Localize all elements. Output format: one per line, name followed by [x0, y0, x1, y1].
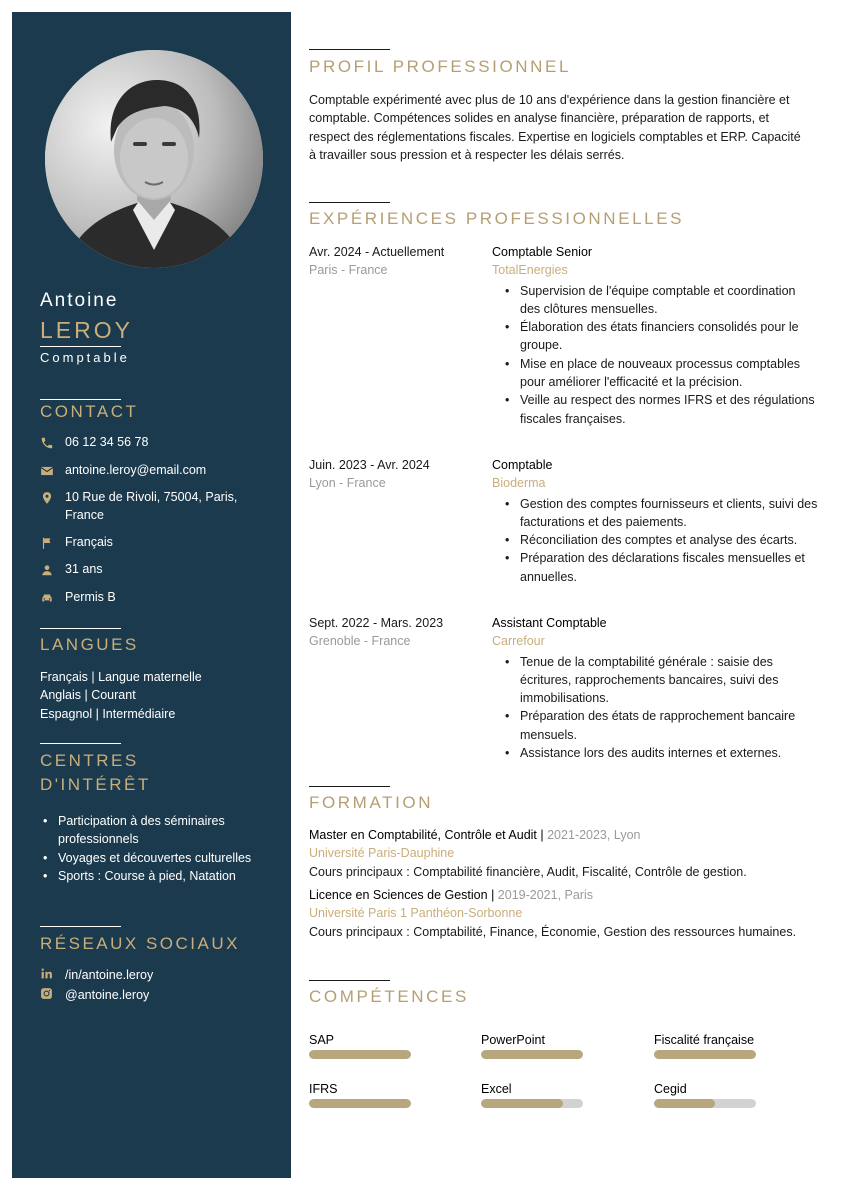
- experience-bullet: • Gestion des comptes fournisseurs et clients, suivi des facturations et des paiements.: [492, 495, 819, 532]
- skill-name: Cegid: [654, 1082, 687, 1096]
- education-school: Université Paris-Dauphine: [309, 846, 455, 861]
- social-linkedin[interactable]: [40, 967, 153, 983]
- experience-role: Comptable Senior: [492, 245, 593, 259]
- education-divider: [309, 786, 390, 787]
- car-icon: [40, 588, 65, 605]
- experience-bullet: • Assistance lors des audits internes et externes.: [492, 744, 819, 762]
- interests-divider: [40, 743, 121, 744]
- experience-bullet: • Veille au respect des normes IFRS et des régulations fiscales françaises.: [492, 391, 819, 428]
- experience-company: Bioderma: [492, 476, 546, 491]
- experience-role: Assistant Comptable: [492, 616, 607, 630]
- contact-heading: CONTACT: [40, 402, 139, 421]
- last-name: LEROY: [40, 317, 133, 343]
- education-degree: Master en Comptabilité, Contrôle et Audit: [309, 828, 537, 842]
- skill-bar-fill: [654, 1099, 715, 1108]
- social-divider: [40, 926, 121, 927]
- experience-dates: Avr. 2024 - Actuellement: [309, 245, 445, 259]
- social-instagram[interactable]: [40, 987, 149, 1003]
- languages-heading: LANGUES: [40, 635, 139, 654]
- skill-name: SAP: [309, 1033, 335, 1047]
- profile-text: Comptable expérimenté avec plus de 10 ans d'expérience dans la gestion financière et comptable. Compétences solides en analyse financière, préparation de rapports, et respect des réglementations fiscales. Expertise en logiciels comptables et ERP. Capacité à travailler sous pression et à respecter les délais serrés.: [309, 93, 801, 162]
- education-separator: |: [536, 828, 548, 842]
- education-item: [309, 826, 814, 881]
- experience-heading: EXPÉRIENCES PROFESSIONNELLES: [309, 209, 685, 228]
- skill-bar-fill: [309, 1050, 411, 1059]
- education-meta: 2019-2021, Paris: [497, 888, 593, 902]
- skill-bar-track: [309, 1050, 411, 1059]
- skill-bar-fill: [481, 1099, 563, 1108]
- contact-text: 06 12 34 56 78: [65, 435, 149, 449]
- skills-divider: [309, 980, 390, 981]
- education-separator: |: [487, 888, 498, 902]
- interests-list: [40, 812, 260, 885]
- experience-bullet: • Tenue de la comptabilité générale : saisie des écritures, rapprochements bancaires, suivi des immobilisations.: [492, 653, 819, 708]
- experience-bullet: • Préparation des états de rapprochement bancaire mensuels.: [492, 707, 819, 744]
- sidebar: [12, 12, 291, 1178]
- education-degree: Licence en Sciences de Gestion: [309, 888, 488, 902]
- contact-phone: [40, 433, 280, 451]
- skill-name: PowerPoint: [481, 1033, 545, 1047]
- experience-divider: [309, 202, 390, 203]
- contact-age: [40, 560, 280, 578]
- skill-name: Fiscalité française: [654, 1033, 755, 1047]
- phone-icon: [40, 433, 65, 450]
- experience-role: Comptable: [492, 458, 553, 472]
- interest-item: • Voyages et découvertes culturelles: [40, 849, 260, 867]
- experience-bullet: • Réconciliation des comptes et analyse des écarts.: [492, 531, 819, 549]
- skill-bar-fill: [481, 1050, 583, 1059]
- skill-bar-fill: [309, 1099, 411, 1108]
- first-name: Antoine: [40, 290, 119, 311]
- experience-bullets: [492, 282, 819, 428]
- skills-heading: COMPÉTENCES: [309, 987, 469, 1006]
- skill-bar-track: [481, 1099, 583, 1108]
- skill-bar-fill: [654, 1050, 756, 1059]
- experience-company: TotalEnergies: [492, 263, 568, 278]
- education-courses: Cours principaux : Comptabilité financière, Audit, Fiscalité, Contrôle de gestion.: [309, 864, 747, 879]
- experience-location: Grenoble - France: [309, 634, 411, 649]
- contact-text: Français: [65, 535, 113, 549]
- experience-dates: Juin. 2023 - Avr. 2024: [309, 458, 430, 472]
- education-heading: FORMATION: [309, 793, 434, 812]
- languages-list: [40, 668, 202, 723]
- contact-license: [40, 588, 280, 606]
- instagram-icon: [40, 987, 65, 1003]
- language-item: Espagnol | Intermédiaire: [40, 706, 176, 721]
- skill-item: [654, 1032, 804, 1059]
- location-pin-icon: [40, 488, 65, 505]
- skill-bar-track: [309, 1099, 411, 1108]
- experience-bullet: • Supervision de l'équipe comptable et coordination des clôtures mensuelles.: [492, 282, 819, 319]
- name-divider: [40, 346, 121, 347]
- contact-text: 31 ans: [65, 562, 103, 576]
- experience-location: Lyon - France: [309, 476, 386, 491]
- social-text: @antoine.leroy: [65, 988, 150, 1002]
- skill-bar-track: [654, 1099, 756, 1108]
- flag-icon: [40, 533, 65, 550]
- skill-item: [309, 1081, 459, 1108]
- profile-divider: [309, 49, 390, 50]
- profile-heading: PROFIL PROFESSIONNEL: [309, 57, 572, 76]
- language-item: Anglais | Courant: [40, 688, 136, 703]
- experience-bullet: • Élaboration des états financiers consolidés pour le groupe.: [492, 318, 819, 355]
- education-item: [309, 886, 814, 941]
- experience-company: Carrefour: [492, 634, 545, 649]
- contact-text: 10 Rue de Rivoli, 75004, Paris, France: [65, 490, 238, 522]
- languages-divider: [40, 628, 121, 629]
- skill-bar-track: [481, 1050, 583, 1059]
- skill-name: IFRS: [309, 1082, 338, 1096]
- contact-text: antoine.leroy@email.com: [65, 463, 207, 477]
- contact-nationality: [40, 533, 280, 551]
- skill-item: [481, 1081, 631, 1108]
- skill-item: [309, 1032, 459, 1059]
- contact-email: [40, 461, 280, 479]
- person-icon: [40, 560, 65, 577]
- experience-bullets: [492, 495, 819, 586]
- interest-item: • Participation à des séminaires professionnels: [40, 812, 260, 849]
- interest-item: • Sports : Course à pied, Natation: [40, 867, 260, 885]
- skill-name: Excel: [481, 1082, 512, 1096]
- education-meta: 2021-2023, Lyon: [547, 828, 641, 842]
- social-heading: RÉSEAUX SOCIAUX: [40, 934, 240, 953]
- experience-location: Paris - France: [309, 263, 388, 278]
- social-text: /in/antoine.leroy: [65, 968, 154, 982]
- contact-address: [40, 488, 280, 524]
- education-school: Université Paris 1 Panthéon-Sorbonne: [309, 906, 523, 921]
- skill-bar-track: [654, 1050, 756, 1059]
- experience-bullet: • Mise en place de nouveaux processus comptables pour améliorer l'efficacité et la précision.: [492, 355, 819, 392]
- experience-bullets: [492, 653, 819, 763]
- experience-dates: Sept. 2022 - Mars. 2023: [309, 616, 444, 630]
- skill-item: [654, 1081, 804, 1108]
- experience-bullet: • Préparation des déclarations fiscales mensuelles et annuelles.: [492, 549, 819, 586]
- interests-heading: [40, 749, 151, 797]
- linkedin-icon: [40, 967, 65, 983]
- education-courses: Cours principaux : Comptabilité, Finance, Économie, Gestion des ressources humaines.: [309, 924, 797, 939]
- job-title: Comptable: [40, 350, 130, 365]
- interests-heading-line1: CENTRES: [40, 751, 139, 770]
- language-item: Français | Langue maternelle: [40, 670, 202, 684]
- mail-icon: [40, 461, 65, 478]
- skill-item: [481, 1032, 631, 1059]
- interests-heading-line2: D'INTÉRÊT: [40, 775, 151, 794]
- profile-photo: [45, 50, 263, 268]
- contact-text: Permis B: [65, 590, 116, 604]
